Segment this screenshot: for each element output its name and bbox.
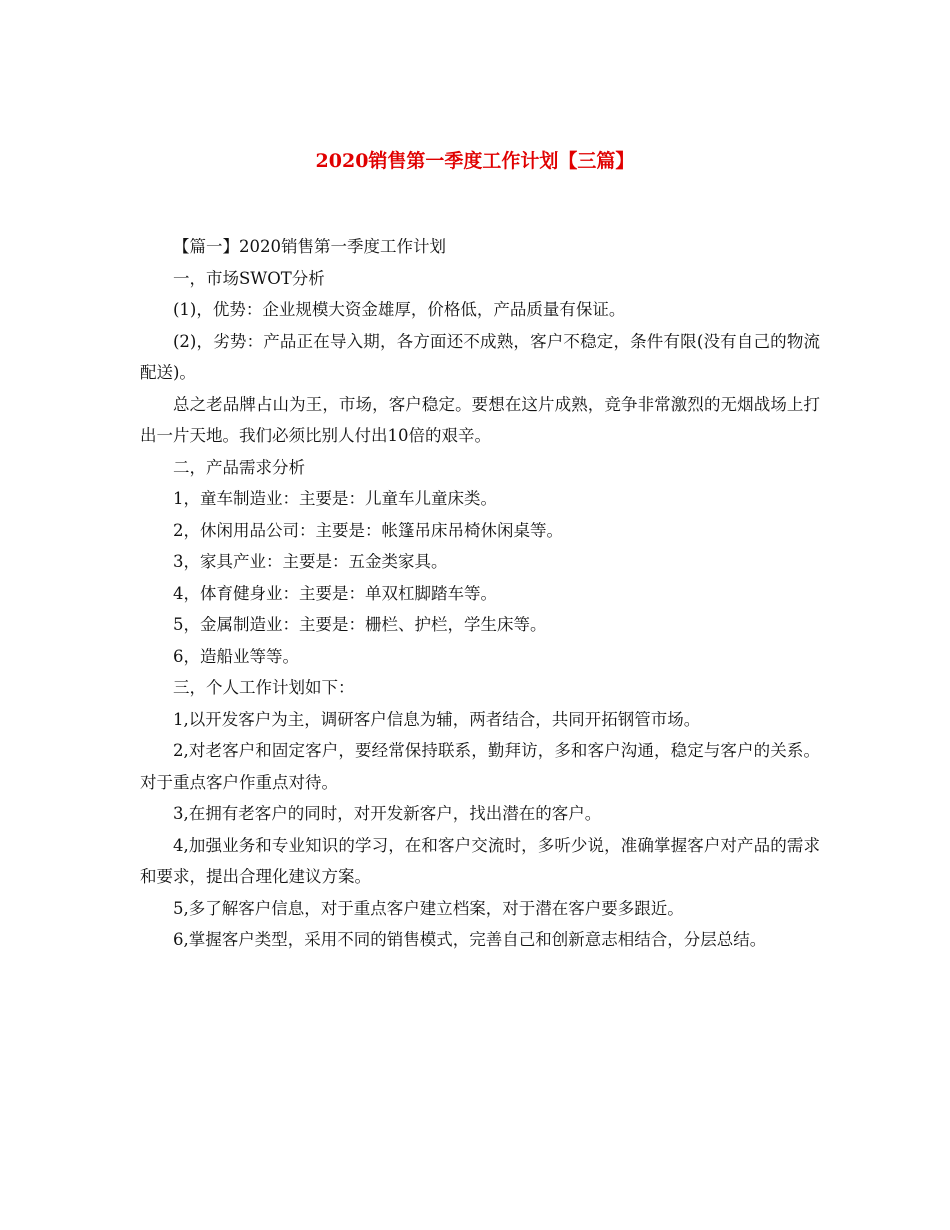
paragraph-15: 2,对老客户和固定客户，要经常保持联系，勤拜访，多和客户沟通，稳定与客户的关系。对于重点客户作重点对待。 [140, 741, 820, 792]
paragraph-18: 5,多了解客户信息，对于重点客户建立档案，对于潜在客户要多跟近。 [173, 898, 684, 918]
paragraph-10: 4，体育健身业：主要是：单双杠脚踏车等。 [173, 583, 497, 603]
paragraph-2: 一，市场SWOT分析 [173, 268, 325, 288]
paragraph-12: 6，造船业等等。 [173, 646, 299, 666]
paragraph-4: (2)，劣势：产品正在导入期，各方面还不成熟，客户不稳定，条件有限(没有自己的物流配送)。 [140, 331, 820, 382]
paragraph-16: 3,在拥有老客户的同时，对开发新客户，找出潜在的客户。 [173, 804, 602, 823]
paragraph-1: 【篇一】2020销售第一季度工作计划 [173, 237, 446, 256]
paragraph-11: 5，金属制造业：主要是：栅栏、护栏，学生床等。 [173, 615, 547, 634]
paragraph-3: (1)，优势：企业规模大资金雄厚，价格低，产品质量有保证。 [173, 300, 626, 319]
paragraph-8: 2，休闲用品公司：主要是：帐篷吊床吊椅休闲桌等。 [173, 520, 563, 540]
paragraph-6: 二，产品需求分析 [173, 457, 305, 477]
paragraph-13: 三，个人工作计划如下： [173, 678, 355, 697]
paragraph-9: 3，家具产业：主要是：五金类家具。 [173, 552, 448, 571]
document-title: 2020销售第一季度工作计划【三篇】 [315, 150, 635, 172]
paragraph-7: 1，童车制造业：主要是：儿童车儿童床类。 [173, 489, 497, 508]
paragraph-17: 4,加强业务和专业知识的学习，在和客户交流时，多听少说，准确掌握客户对产品的需求和要求，提出合理化建议方案。 [140, 835, 820, 886]
paragraph-19: 6,掌握客户类型，采用不同的销售模式，完善自己和创新意志相结合，分层总结。 [173, 930, 767, 949]
paragraph-5: 总之老品牌占山为王，市场，客户稳定。要想在这片成熟，竞争非常激烈的无烟战场上打出一片天地。我们必须比别人付出10倍的艰辛。 [140, 394, 820, 445]
document-body [140, 231, 820, 956]
paragraph-14: 1,以开发客户为主，调研客户信息为辅，两者结合，共同开拓钢管市场。 [173, 709, 701, 729]
